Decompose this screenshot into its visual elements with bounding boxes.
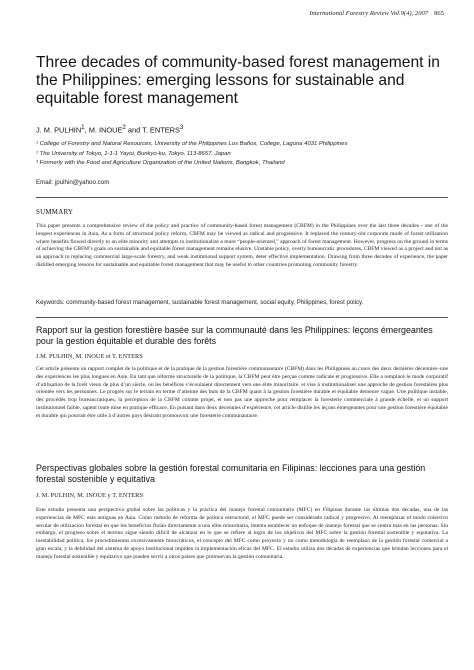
contact-email[interactable]: Email: jpulhin@yahoo.com (36, 179, 110, 186)
affiliation-marker: 3 (179, 124, 184, 131)
affiliation-list (36, 140, 456, 169)
page-number: 865 (434, 10, 444, 17)
affiliation-marker: 1 (81, 124, 85, 131)
summary-text: This paper presents a comprehensive review of the policy and practice of community-based forest management (CBFM) in the Philippines over the last three decades - one of the longest experiences in Asia. As a form of structural policy reform, CBFM may be viewed as radical and progressive. It replaced the century-old corporate mode of forest utilization where benefits flowed directly to an elite minority and attempts to institutionalize a more “people-oriented,” approach of forest management. However, progress on the ground in terms of achieving the CBFM’s goals on sustainable and equitable forest management remains elusive. Unstable policy, overly bureaucratic procedures, CBFM viewed as a project and not as an approach to replacing commercial large-scale forestry, and weak institutional support system, deter effective implementation. Drawing from three decades of experience, the paper distilled emerging lessons for sustainable and equitable forest management that may be useful to other countries promoting community forestry. (36, 223, 448, 268)
paper-title: Three decades of community-based forest management in the Philippines: emerging lessons for sustainable and equitable forest management (36, 54, 440, 107)
keywords: Keywords: community-based forest management, sustainable forest management, social equity, Philippines, forest policy. (36, 299, 364, 306)
affiliation-marker: 2 (122, 124, 126, 131)
author-name: , M. INOUE (84, 125, 123, 135)
french-title: Rapport sur la gestion forestière basée sur la communauté dans les Philippines: leçons émergeantes pour la gestion équitable et durable des forêts (36, 325, 433, 347)
author-name: J. M. PULHIN (36, 125, 82, 135)
french-authors: J.M. PULHIN, M. INOUE et T. ENTERS (36, 353, 143, 360)
author-list (36, 124, 183, 134)
divider (36, 317, 448, 318)
spanish-title: Perspectivas globales sobre la gestión forestal comunitaria en Filipinas: lecciones para una gestión forestal sostenible y equitativa (36, 463, 426, 485)
affiliation-line: ¹ College of Forestry and Natural Resources, University of the Philippines Los Baños, College, Laguna 4031 Philippines (36, 141, 348, 147)
running-header (309, 10, 444, 17)
french-abstract: Cet article présente un rapport complet de la politique et de la pratique de la gestion forestière communautaire (CBFM) dans les Philippines au cours des deux dernières décennies–une des expériences les plus longues en Asie. En tant que réforme structurelle de la politique, la CBFM peut être perçue comme radicale et progressive. Elle a remplacé le mode corporatif d’utilisation de la forêt vieux de plus d’un siècle, où les bénéfices s’écoulaient directement vers une élite minoritaire, et vise à institutionaliser une approche de gestion forestières plus orientée vers les personnes. Le progrès sur le terrain en terme d’atteinte des buts de la CBFM quant à la gestion forestière durable et équitable demeure vague. Une politique instable, des procédés trop bureaucratiques, la perception de la CBFM comme projet, et non pas une approche pour remplacer la foresterie commerciale à grande échelle, et un support institutionnel faible, sapent toute mise en pratique efficace. En puisant dans deux décennies d’expérience, cet article distille les leçons émergeantes pour une gestion forestière équitable et durable qui pourrait être utile à d’autres pays désirant promouvoir une foresterie communautaire. (36, 366, 448, 419)
affiliation-line: ³ Formerly with the Food and Agriculture Organization of the United Nations, Bangkok, Thailand (36, 160, 285, 167)
journal-citation: International Forestry Review Vol.9(4), 2007 (309, 10, 429, 17)
affiliation-line: ² The University of Tokyo, 1-1-1 Yayoi, Bunkyo-ku, Tokyo, 113-8657, Japan (36, 150, 231, 157)
divider (36, 197, 448, 198)
author-name: and T. ENTERS (125, 125, 180, 135)
spanish-authors: J. M. PULHIN, M. INOUE y T. ENTERS (36, 492, 143, 499)
summary-heading: SUMMARY (36, 208, 74, 216)
spanish-abstract: Este estudio presenta una perspectiva global sobre las políticas y la práctica del manejo forestal comunitario (MFC) en Filipinas durante las últimas dos décadas, una de las experiencias de MFC más antiguas en Asia. Como método de reforma de política estructural, el MFC puede ser considerado radical y progresivo. Al reemplazar el modo colectivo secular de utilización forestal en que los beneficios fluían directamente a una élite minoritaria, intenta establecer un enfoque de manejo forestal que se centra más en las personas. Sin embargo, el progreso sobre el terreno sigue siendo difícil de alcanzar en lo que se refiere al logro de los objetivos del MFC sobre la gestión forestal sostenible y equitativa. La inestabilidad política, los procedimientos excesivamente burocráticos, el concepto del MFC como proyecto y no como metodología de reemplazo de la gestión forestal comercial a gran escala, y la debilidad del sistema de apoyo institucional impiden la implementación eficaz del MFC. El estudio utiliza dos décadas de experiencias que brindan lecciones para el manejo forestal sostenible y equitativo que pueden servir a otros países que promuevan la gestión comunitaria. (36, 507, 448, 560)
